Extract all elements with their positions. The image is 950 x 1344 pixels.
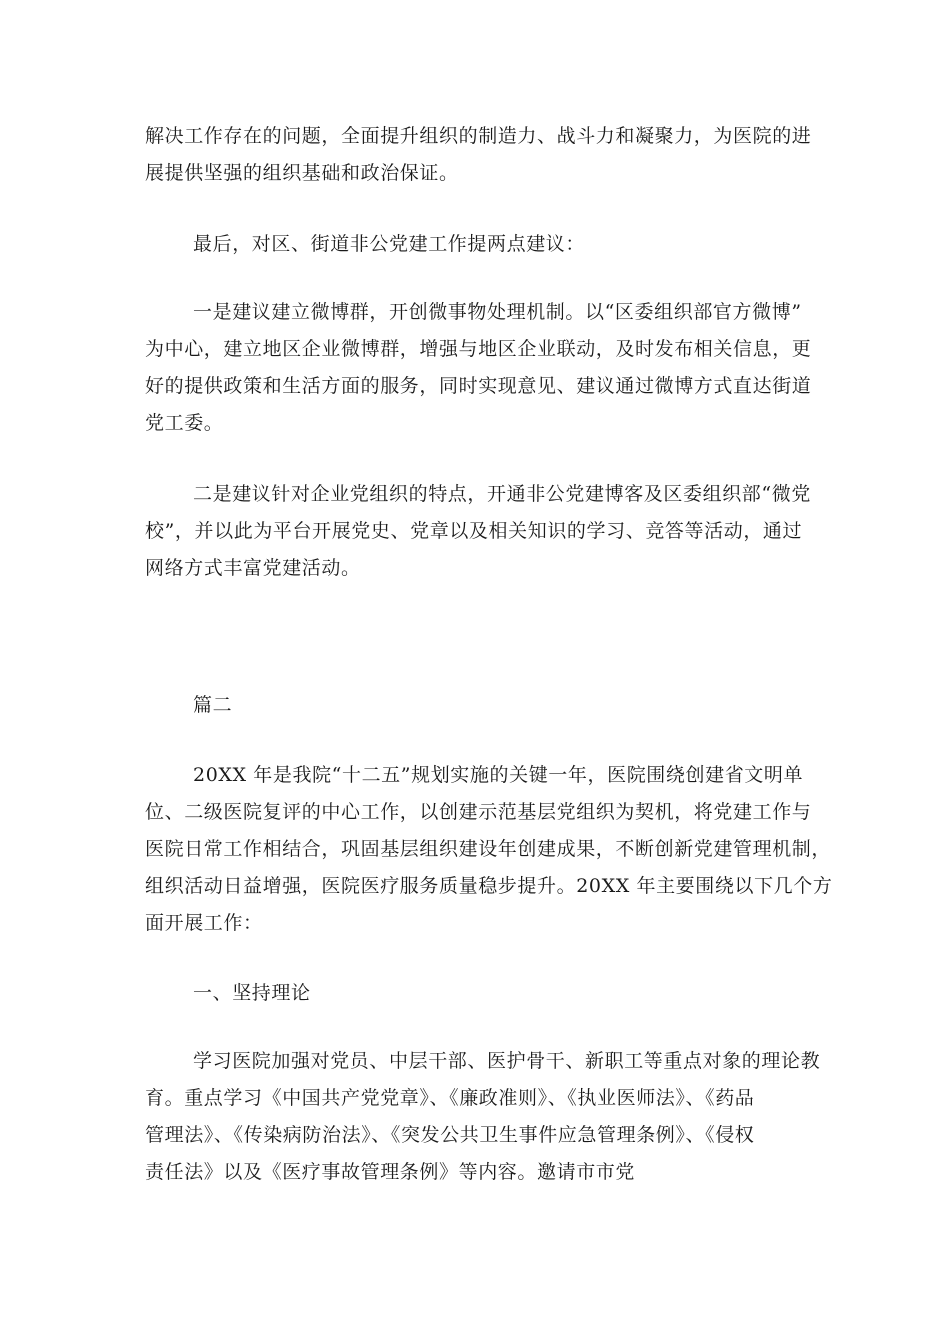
text-line: 位、二级医院复评的中心工作，以创建示范基层党组织为契机，将党建工作与 [145,801,812,823]
text-line: 管理法》、《传染病防治法》、《突发公共卫生事件应急管理条例》、《侵权 [145,1124,755,1146]
text-line: 组织活动日益增强，医院医疗服务质量稳步提升。20XX 年主要围绕以下几个方 [145,875,833,897]
text-line: 二是建议针对企业党组织的特点，开通非公党建博客及区委组织部“微党 [193,483,811,505]
text-line: 校”，并以此为平台开展党史、党章以及相关知识的学习、竞答等活动，通过 [145,520,803,542]
text-line: 为中心，建立地区企业微博群，增强与地区企业联动，及时发布相关信息，更 [145,338,812,360]
text-line: 育。重点学习《中国共产党党章》、《廉政准则》、《执业医师法》、《药品 [145,1087,755,1109]
text-line: 20XX 年是我院“十二五”规划实施的关键一年，医院围绕创建省文明单 [193,764,804,786]
text-line: 最后，对区、街道非公党建工作提两点建议： [193,233,586,255]
text-line: 网络方式丰富党建活动。 [145,557,361,579]
text-line: 党工委。 [145,412,224,434]
heading-text: 篇二 [193,694,233,716]
text-line: 好的提供政策和生活方面的服务，同时实现意见、建议通过微博方式直达街道 [145,375,812,397]
heading-text: 一、坚持理论 [193,982,311,1004]
text-line: 展提供坚强的组织基础和政治保证。 [145,162,459,184]
text-line: 一是建议建立微博群，开创微事物处理机制。以“区委组织部官方微博” [193,301,802,323]
text-line: 学习医院加强对党员、中层干部、医护骨干、新职工等重点对象的理论教 [193,1050,821,1072]
text-line: 医院日常工作相结合，巩固基层组织建设年创建成果，不断创新党建管理机制， [145,838,832,860]
paragraph-2 [145,226,809,263]
text-line: 解决工作存在的问题，全面提升组织的制造力、战斗力和凝聚力，为医院的进 [145,125,812,147]
subsection-heading [145,975,809,1012]
paragraph-3 [145,294,812,442]
paragraph-4 [145,476,809,587]
paragraph-1 [145,118,812,192]
paragraph-5 [145,757,833,942]
text-line: 责任法》以及《医疗事故管理条例》等内容。邀请市市党 [145,1161,636,1183]
section-heading [145,687,809,724]
text-line: 面开展工作： [145,912,263,934]
paragraph-6 [145,1043,821,1191]
